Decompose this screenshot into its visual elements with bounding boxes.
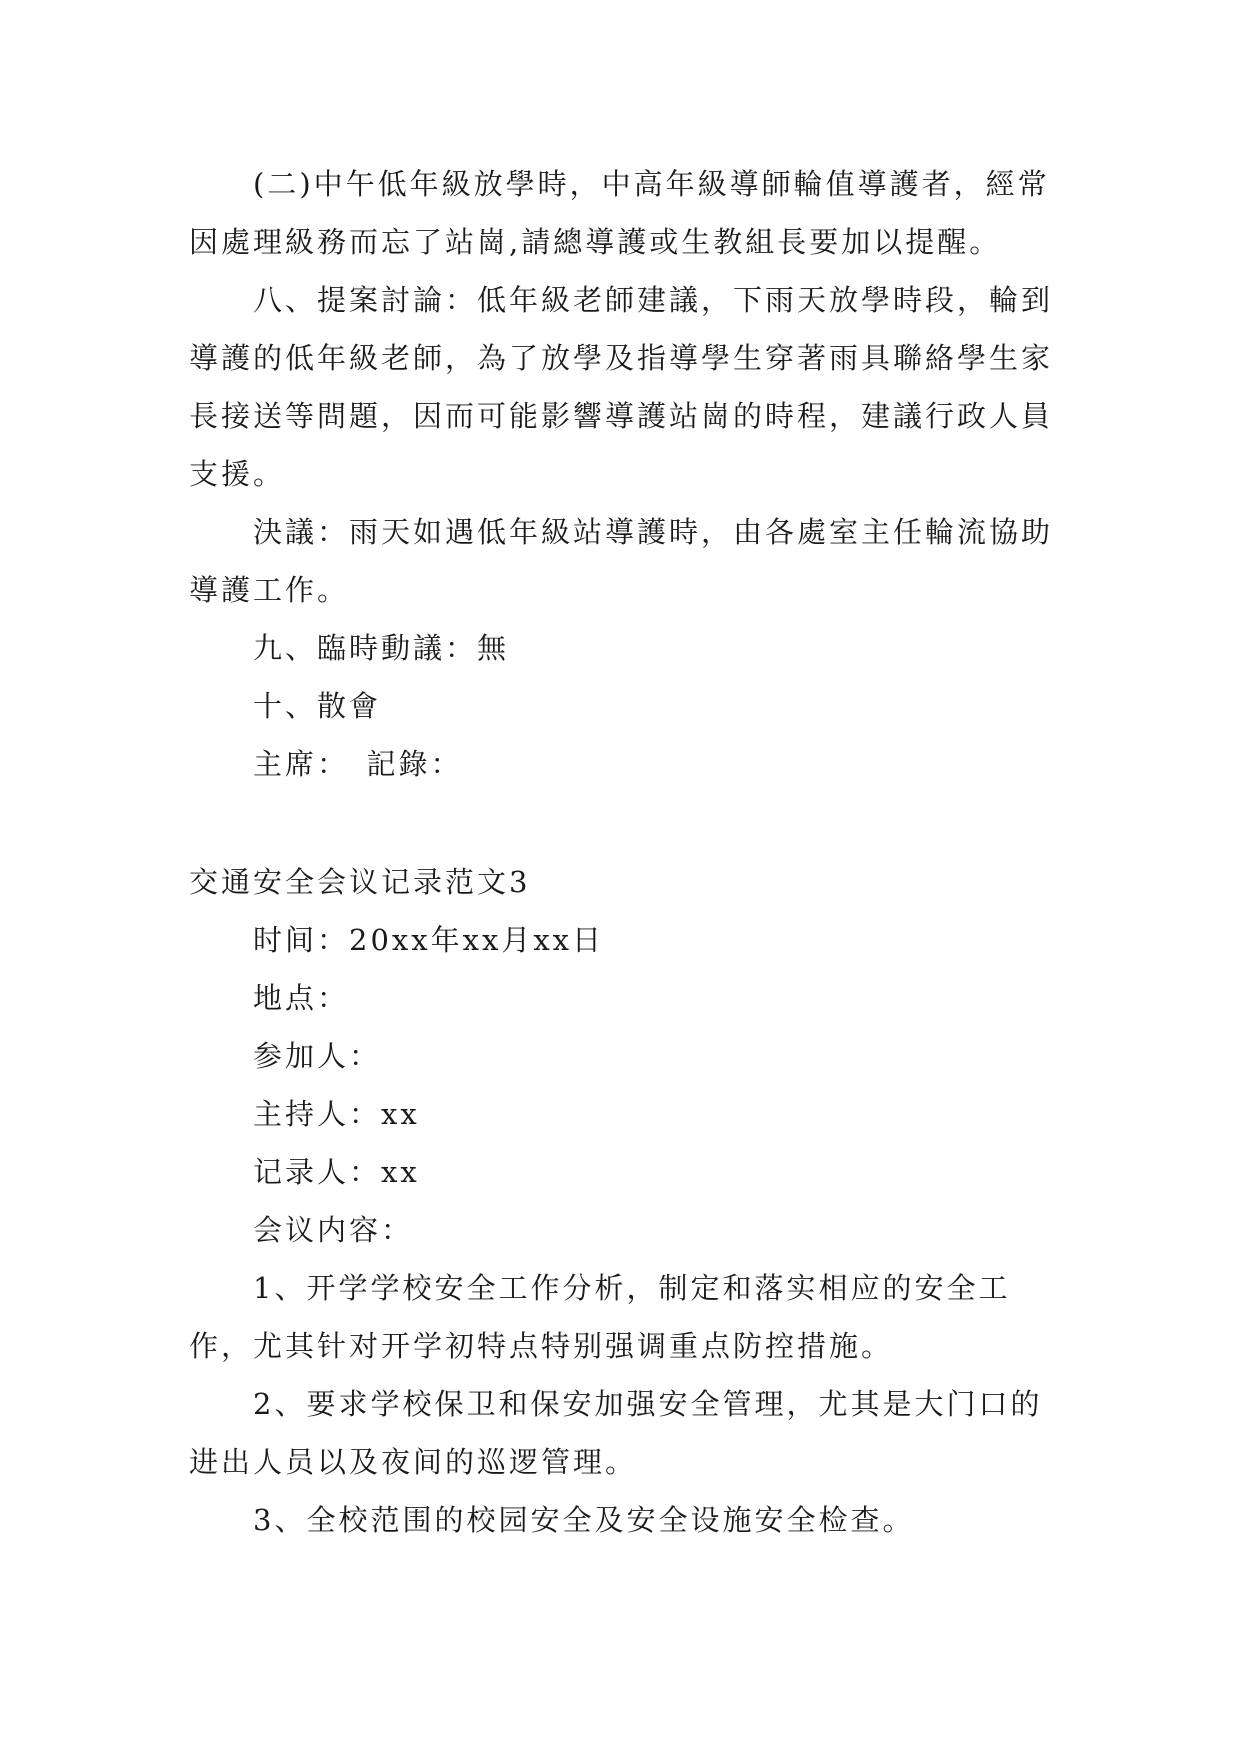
- content-item-1: 1、开学学校安全工作分析，制定和落实相应的安全工作，尤其针对开学初特点特别强调重点防控措施。: [189, 1271, 1011, 1363]
- paragraph-resolution: 決議：雨天如遇低年級站導護時，由各處室主任輪流協助導護工作。: [189, 515, 1054, 607]
- content-item-2: 2、要求学校保卫和保安加强安全管理，尤其是大门口的进出人员以及夜间的巡逻管理。: [189, 1387, 1043, 1479]
- paragraph-proposal-discussion: 八、提案討論：低年級老師建議，下雨天放學時段，輪到導護的低年級老師，為了放學及指導學生穿著雨具聯絡學生家長接送等問題，因而可能影響導護站崗的時程，建議行政人員支援。: [189, 283, 1054, 491]
- paragraph-adjourn: 十、散會: [253, 689, 382, 723]
- meeting-content-label: 会议内容：: [253, 1213, 414, 1247]
- content-item-3: 3、全校范围的校园安全及安全设施安全检查。: [253, 1503, 915, 1537]
- meeting-time: 时间：20xx年xx月xx日: [253, 923, 605, 957]
- meeting-recorder: 记录人：xx: [253, 1155, 420, 1189]
- meeting-place: 地点：: [253, 981, 350, 1015]
- meeting-host: 主持人：xx: [253, 1097, 420, 1131]
- section-title: 交通安全会议记录范文3: [189, 865, 531, 899]
- paragraph-chair-recorder: 主席： 記錄：: [253, 747, 463, 781]
- paragraph-midday-duty: (二)中午低年級放學時，中高年級導師輪值導護者，經常因處理級務而忘了站崗,請總導護或生教組長要加以提醒。: [189, 167, 1050, 259]
- paragraph-extempore-motion: 九、臨時動議：無: [253, 631, 510, 665]
- meeting-attendees: 参加人：: [253, 1039, 382, 1073]
